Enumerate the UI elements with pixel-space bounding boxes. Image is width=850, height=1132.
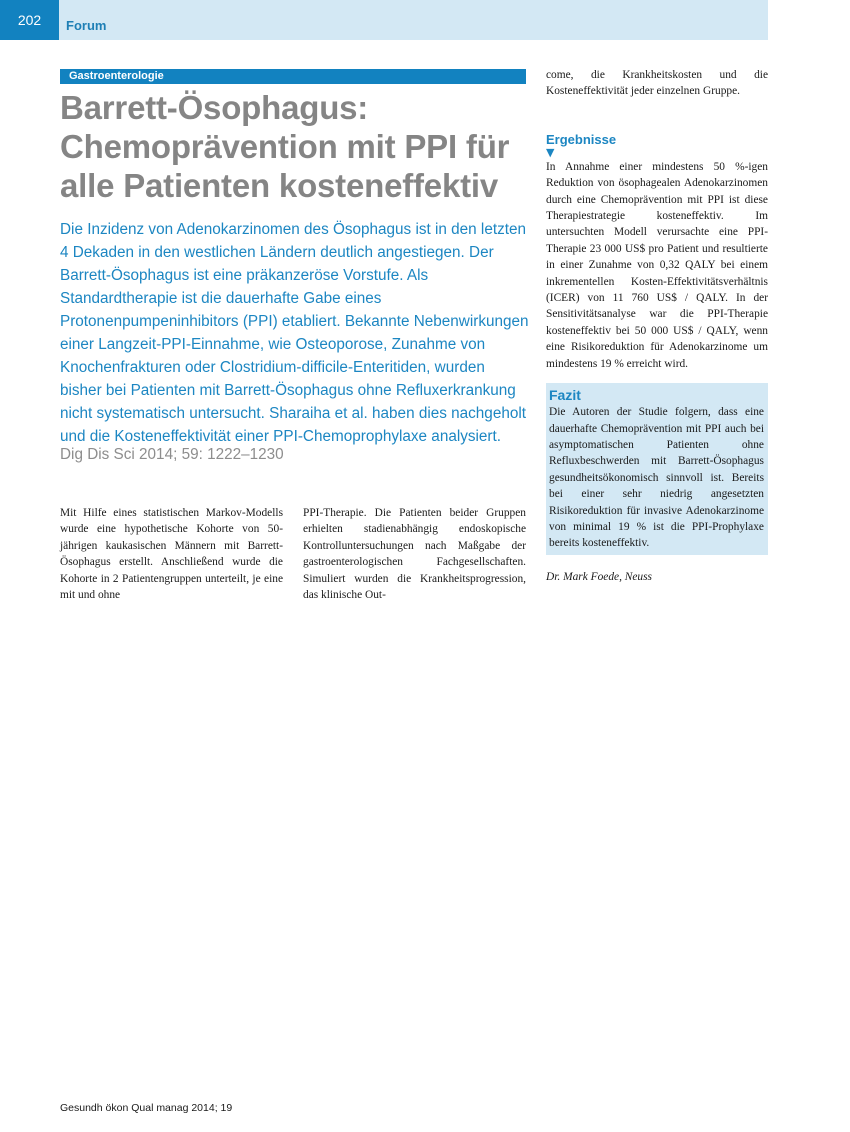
footer-journal: Gesundh ökon Qual manag 2014; 19 <box>60 1102 233 1114</box>
fazit-title: Fazit <box>549 387 581 404</box>
body-column-3: come, die Krankheitskosten und die Kosteneffektivität jeder einzelnen Gruppe. <box>546 69 768 98</box>
category-label: Gastroenterologie <box>60 69 526 84</box>
results-heading: Ergebnisse <box>546 131 617 147</box>
article-citation: Dig Dis Sci 2014; 59: 1222–1230 <box>60 446 284 463</box>
results-text: In Annahme einer mindestens 50 %-igen Reduktion von ösophagealen Adenokarzinomen durch eine Chemoprävention mit PPI ist diese Therapiestrategie kosteneffektiv. Im untersuchten Modell verursachte eine PPI-Therapie 23 000 US$ pro Patient und resultierte in einer Zunahme von 0,32 QALY bei einem inkrementellen Kosten-Effektivitätsverhältnis (ICER) von 11 760 US$ / QALY. In der Sensitivitätsanalyse war die PPI-Therapie kosteneffektiv bei 50 000 US$ / QALY, wenn eine Risikoreduktion für Adenokarzinome um mindestens 19 % erreicht wird. <box>546 160 768 370</box>
fazit-box <box>546 383 768 555</box>
header-band <box>0 0 768 40</box>
article-title: Barrett-Ösophagus: Chemoprävention mit PPI für alle Patienten kosteneffektiv <box>60 89 510 204</box>
body-column-1: Mit Hilfe eines statistischen Markov-Modells wurde eine hypothetische Kohorte von 50-jährigen kaukasischen Männern mit Barrett-Ösophagus erstellt. Anschließend wurde die Kohorte in 2 Patientengruppen unterteilt, je eine mit und ohne <box>60 507 283 602</box>
article-lead: Die Inzidenz von Adenokarzinomen des Ösophagus ist in den letzten 4 Dekaden in den westlichen Ländern deutlich angestiegen. Der Barrett-Ösophagus ist eine präkanzeröse Vorstufe. Als Standardtherapie ist die dauerhafte Gabe eines Protonenpumpeninhibitors (PPI) etabliert. Bekannte Nebenwirkungen einer Langzeit-PPI-Einnahme, wie Osteoporose, Zunahme von Knochenfrakturen oder Clostridium-difficile-Enteritiden, wurden bisher bei Patienten mit Barrett-Ösophagus ohne Refluxerkrankung nicht systematisch untersucht. Sharaiha et al. haben dies nachgeholt und die Kosteneffektivität einer PPI-Chemoprophylaxe analysiert. <box>60 221 529 445</box>
author: Dr. Mark Foede, Neuss <box>546 570 652 583</box>
triangle-down-icon: ▼ <box>546 145 555 159</box>
section-name: Forum <box>66 18 107 33</box>
page-number: 202 <box>0 0 59 40</box>
body-column-2: PPI-Therapie. Die Patienten beider Gruppen erhielten stadienabhängig endoskopische Kontrolluntersuchungen nach Maßgabe der gastroenterologischen Fachgesellschaften. Simuliert wurden die Krankheitsprogression, das klinische Out- <box>303 507 526 602</box>
right-column <box>546 67 768 585</box>
fazit-text: Die Autoren der Studie folgern, dass eine dauerhafte Chemoprävention mit PPI auch bei asymptomatischen Patienten ohne Refluxbeschwerden mit Barrett-Ösophagus gesundheitsökonomisch sinnvoll ist. Bereits bei einer sehr niedrig angesetzten Risikoreduktion für invasive Adenokarzinome von minimal 19 % ist die PPI-Prophylaxe bereits kosteneffektiv. <box>549 406 764 550</box>
